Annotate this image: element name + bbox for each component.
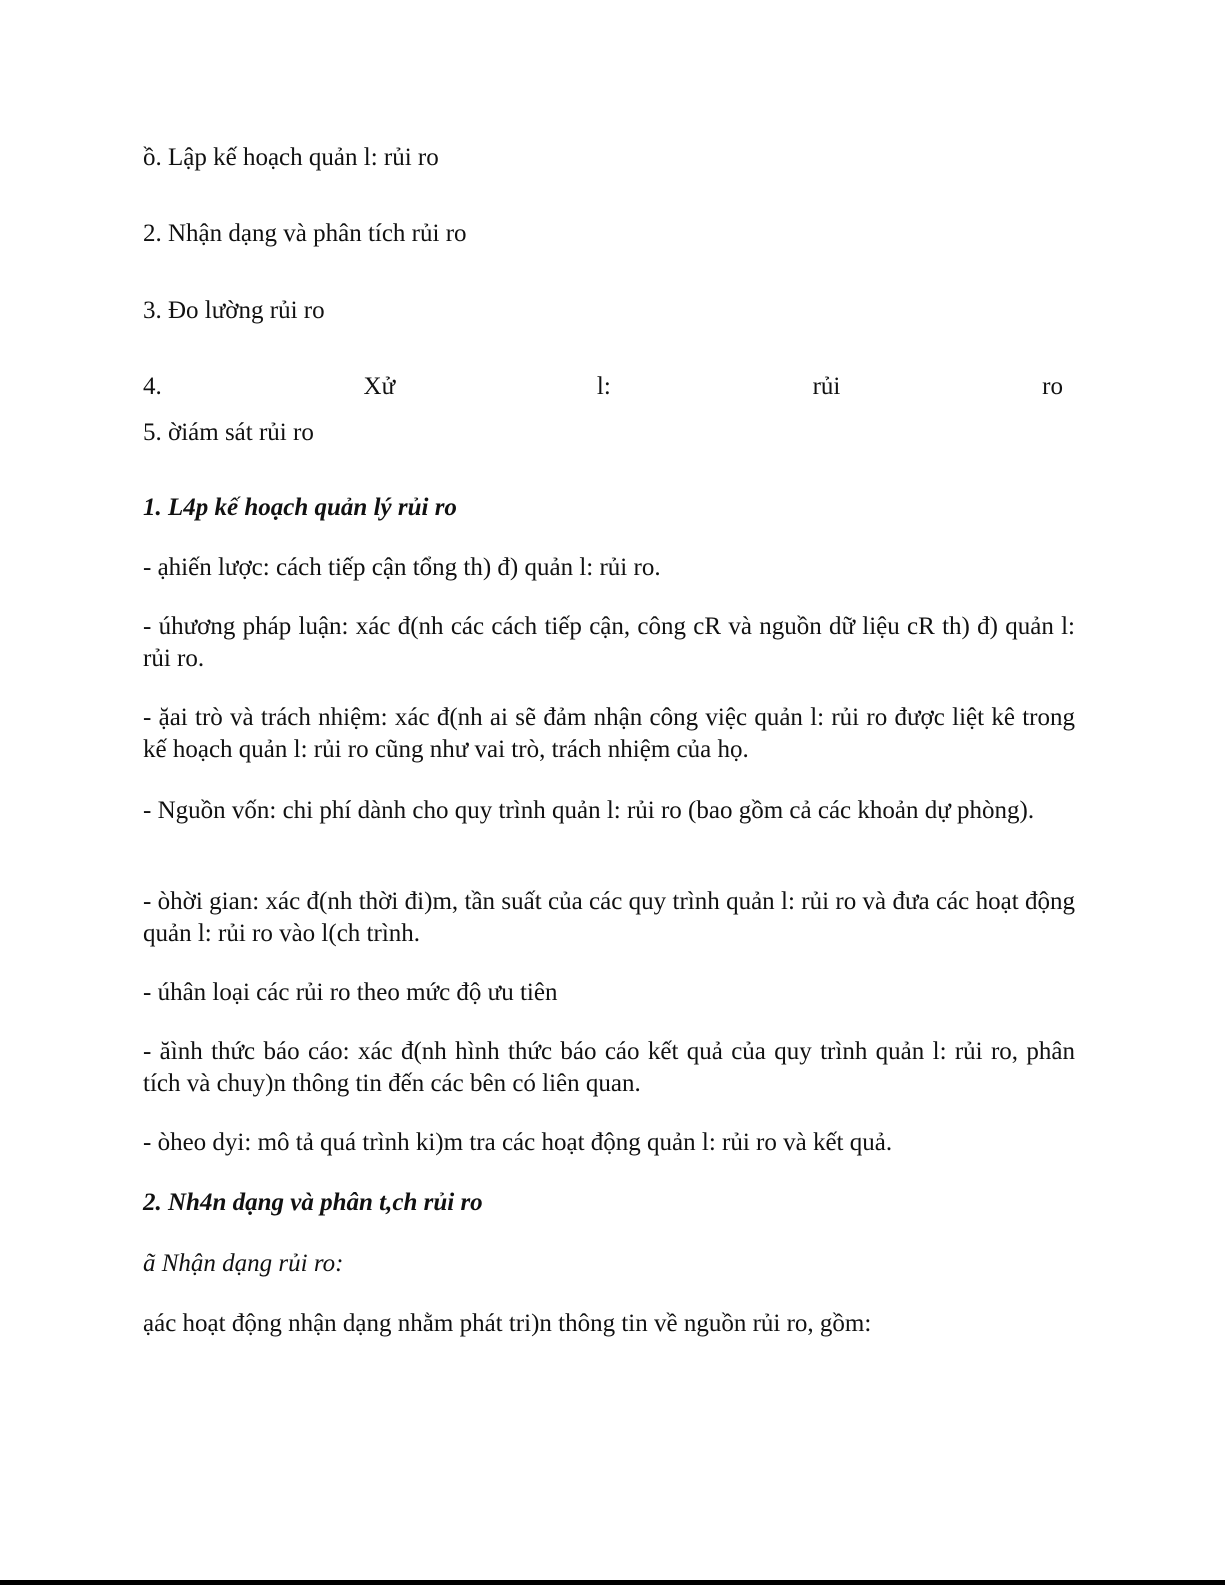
- toc-item-4-word: 4.: [143, 373, 162, 400]
- page-bottom-border: [0, 1580, 1225, 1585]
- section-1-bullet: - òhời gian: xác đ(nh thời đi)m, tần suất của các quy trình quản l: rủi ro và đưa các hoạt động quản l: rủi ro vào l(ch trình.: [143, 888, 1075, 947]
- section-1-bullet: - Nguồn vốn: chi phí dành cho quy trình quản l: rủi ro (bao gồm cả các khoản dự phòng).: [143, 797, 1035, 824]
- toc-item-4: [143, 371, 1063, 403]
- toc-item-4-word: rủi: [812, 373, 841, 400]
- section-1-bullet: - úhân loại các rủi ro theo mức độ ưu tiên: [143, 979, 558, 1006]
- toc-item-3: 3. Đo lường rủi ro: [143, 297, 325, 324]
- section-1-bullet: - ạhiến lược: cách tiếp cận tổng th) đ) quản l: rủi ro.: [143, 554, 661, 581]
- toc-item-4-word: Xử: [363, 373, 396, 400]
- toc-item-4-word: ro: [1042, 373, 1063, 400]
- section-1-bullet: - ăình thức báo cáo: xác đ(nh hình thức báo cáo kết quả của quy trình quản l: rủi ro, phân tích và chuy)n thông tin đến các bên có liên quan.: [143, 1038, 1075, 1097]
- section-1-heading: 1. L4p kế hoạch quản lý rủi ro: [143, 494, 457, 521]
- toc-item-2: 2. Nhận dạng và phân tích rủi ro: [143, 220, 467, 247]
- toc-item-1: ồ. Lập kế hoạch quản l: rủi ro: [143, 144, 439, 171]
- section-2-paragraph: ạác hoạt động nhận dạng nhằm phát tri)n thông tin về nguồn rủi ro, gồm:: [143, 1310, 872, 1337]
- toc-item-5: 5. ờiám sát rủi ro: [143, 419, 314, 446]
- section-2-heading: 2. Nh4n dạng và phân t,ch rủi ro: [143, 1189, 483, 1216]
- toc-item-4-word: l:: [596, 373, 611, 400]
- section-1-bullet: - úhương pháp luận: xác đ(nh các cách tiếp cận, công cR và nguồn dữ liệu cR th) đ) quản l: rủi ro.: [143, 613, 1075, 672]
- section-2-subheading: ã Nhận dạng rủi ro:: [143, 1250, 344, 1277]
- section-1-bullet: - òheo dyi: mô tả quá trình ki)m tra các hoạt động quản l: rủi ro và kết quả.: [143, 1129, 893, 1156]
- section-1-bullet: - ặai trò và trách nhiệm: xác đ(nh ai sẽ đảm nhận công việc quản l: rủi ro được liệt kê trong kế hoạch quản l: rủi ro cũng như vai trò, trách nhiệm của họ.: [143, 704, 1075, 763]
